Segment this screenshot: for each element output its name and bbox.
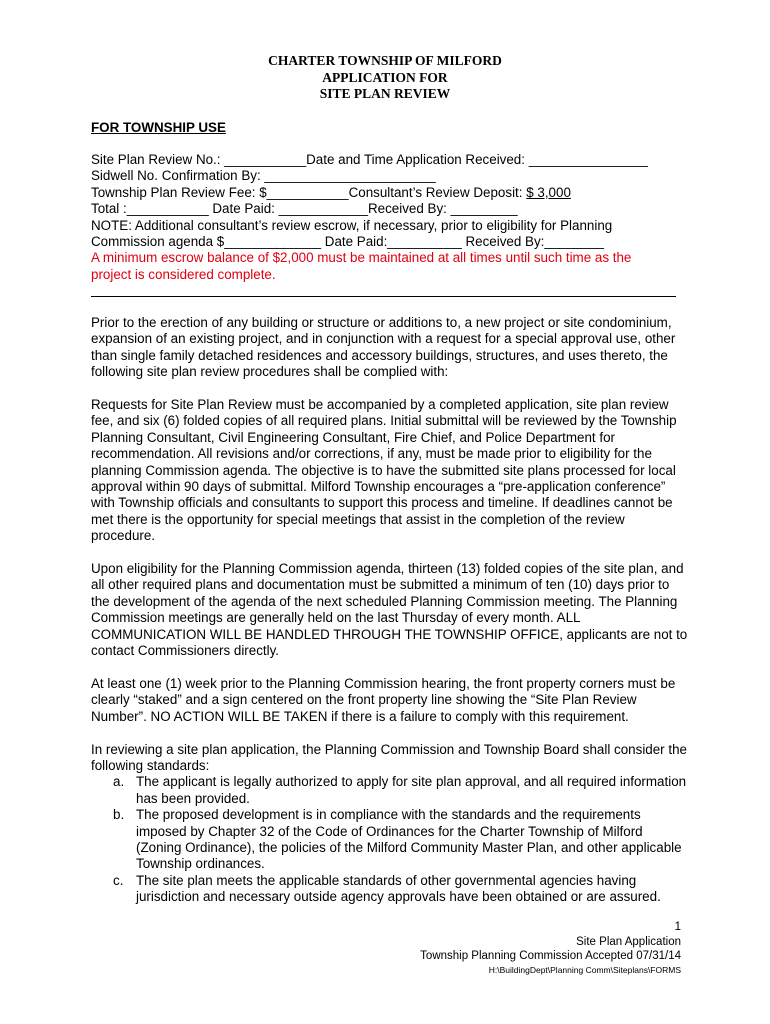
intro-paragraph: Prior to the erection of any building or structure or additions to, a new project or site condominium, expansion of an existing project, and in conjunction with a request for a special approval use, other than single family detached residences and accessory buildings, structures, and uses thereto, the following site plan review procedures shall be complied with: <box>91 315 676 380</box>
list-marker: b. <box>113 807 125 823</box>
staking-paragraph: At least one (1) week prior to the Planning Commission hearing, the front property corners must be clearly “staked” and a sign centered on the front property line showing the “Site Plan Review Number”. NO ACTION WILL BE TAKEN if there is a failure to comply with this requirement. <box>91 675 676 724</box>
list-item <box>91 873 691 906</box>
standards-intro: In reviewing a site plan application, the Planning Commission and Township Board shall consider the following standards: <box>91 741 687 773</box>
total-line: Total :___________ Date Paid: ____________Received By: _________ <box>91 201 518 217</box>
township-use-heading: FOR TOWNSHIP USE <box>91 120 226 135</box>
township-use-form <box>91 152 691 283</box>
eligibility-paragraph: Upon eligibility for the Planning Commission agenda, thirteen (13) folded copies of the site plan, and all other required plans and documentation must be submitted a minimum of ten (10) days prior to the development of the agenda of the next scheduled Planning Commission meeting. The Planning Commission meetings are generally held on the last Thursday of every month. ALL COMMUNICATION WILL BE HANDLED THROUGH THE TOWNSHIP OFFICE, applicants are not to contact Commissioners directly. <box>91 561 688 659</box>
header-application-for: APPLICATION FOR <box>322 69 448 85</box>
requests-paragraph: Requests for Site Plan Review must be accompanied by a completed application, site plan review fee, and six (6) folded copies of all required plans. Initial submittal will be reviewed by the Township Planning Consultant, Civil Engineering Consultant, Fire Chief, and Police Department for recommendation. All revisions and/or corrections, if any, must be made prior to eligibility for the planning Commission agenda. The objective is to have the submitted site plans processed for local approval within 90 days of submittal. Milford Township encourages a “pre-application conference” with Township officials and consultants to support this process and timeline. If deadlines cannot be met there is the opportunity for special meetings that assist in the completion of the review procedure. <box>91 397 677 544</box>
header-site-plan-review: SITE PLAN REVIEW <box>319 86 451 101</box>
list-item-text: The site plan meets the applicable standards of other governmental agencies having jurisdiction and necessary outside agency approvals have been obtained or are assured. <box>136 872 661 905</box>
fee-line <box>91 185 691 201</box>
fee-line-text: Township Plan Review Fee: $___________Consultant’s Review Deposit: <box>91 184 527 200</box>
list-item <box>91 807 691 873</box>
footer-file-path: H:\BuildingDept\Planning Comm\Siteplans\FORMS <box>488 964 681 975</box>
document-header <box>0 53 770 103</box>
list-marker: c. <box>113 872 124 888</box>
footer-doc-title: Site Plan Application <box>576 935 681 948</box>
review-number-line: Site Plan Review No.: ___________Date and Time Application Received: ________________ <box>91 152 648 167</box>
escrow-warning-line-2: project is considered complete. <box>91 266 276 282</box>
sidwell-line: Sidwell No. Confirmation By: _______________________ <box>91 168 436 184</box>
note-line: NOTE: Additional consultant’s review escrow, if necessary, prior to eligibility for Planning <box>91 217 613 233</box>
deposit-amount: $ 3,000 <box>526 184 571 200</box>
page-footer <box>420 920 681 976</box>
header-township-name: CHARTER TOWNSHIP OF MILFORD <box>268 53 502 68</box>
standards-list <box>91 774 691 905</box>
list-item-text: The proposed development is in compliance with the standards and the requirements imposed by Chapter 32 of the Code of Ordinances for the Charter Township of Milford (Zoning Ordinance), the policies of the Milford Community Master Plan, and other applicable Township ordinances. <box>136 807 682 872</box>
commission-agenda-line: Commission agenda $_____________ Date Paid:__________ Received By:________ <box>91 234 604 250</box>
list-marker: a. <box>113 774 125 790</box>
document-body <box>91 315 691 906</box>
escrow-warning-line-1: A minimum escrow balance of $2,000 must be maintained at all times until such time as the <box>91 250 632 266</box>
list-item <box>91 774 691 807</box>
divider <box>91 296 676 297</box>
footer-accepted-date: Township Planning Commission Accepted 07/31/14 <box>420 950 681 962</box>
page-number: 1 <box>674 921 681 933</box>
list-item-text: The applicant is legally authorized to apply for site plan approval, and all required information has been provided. <box>136 774 687 806</box>
